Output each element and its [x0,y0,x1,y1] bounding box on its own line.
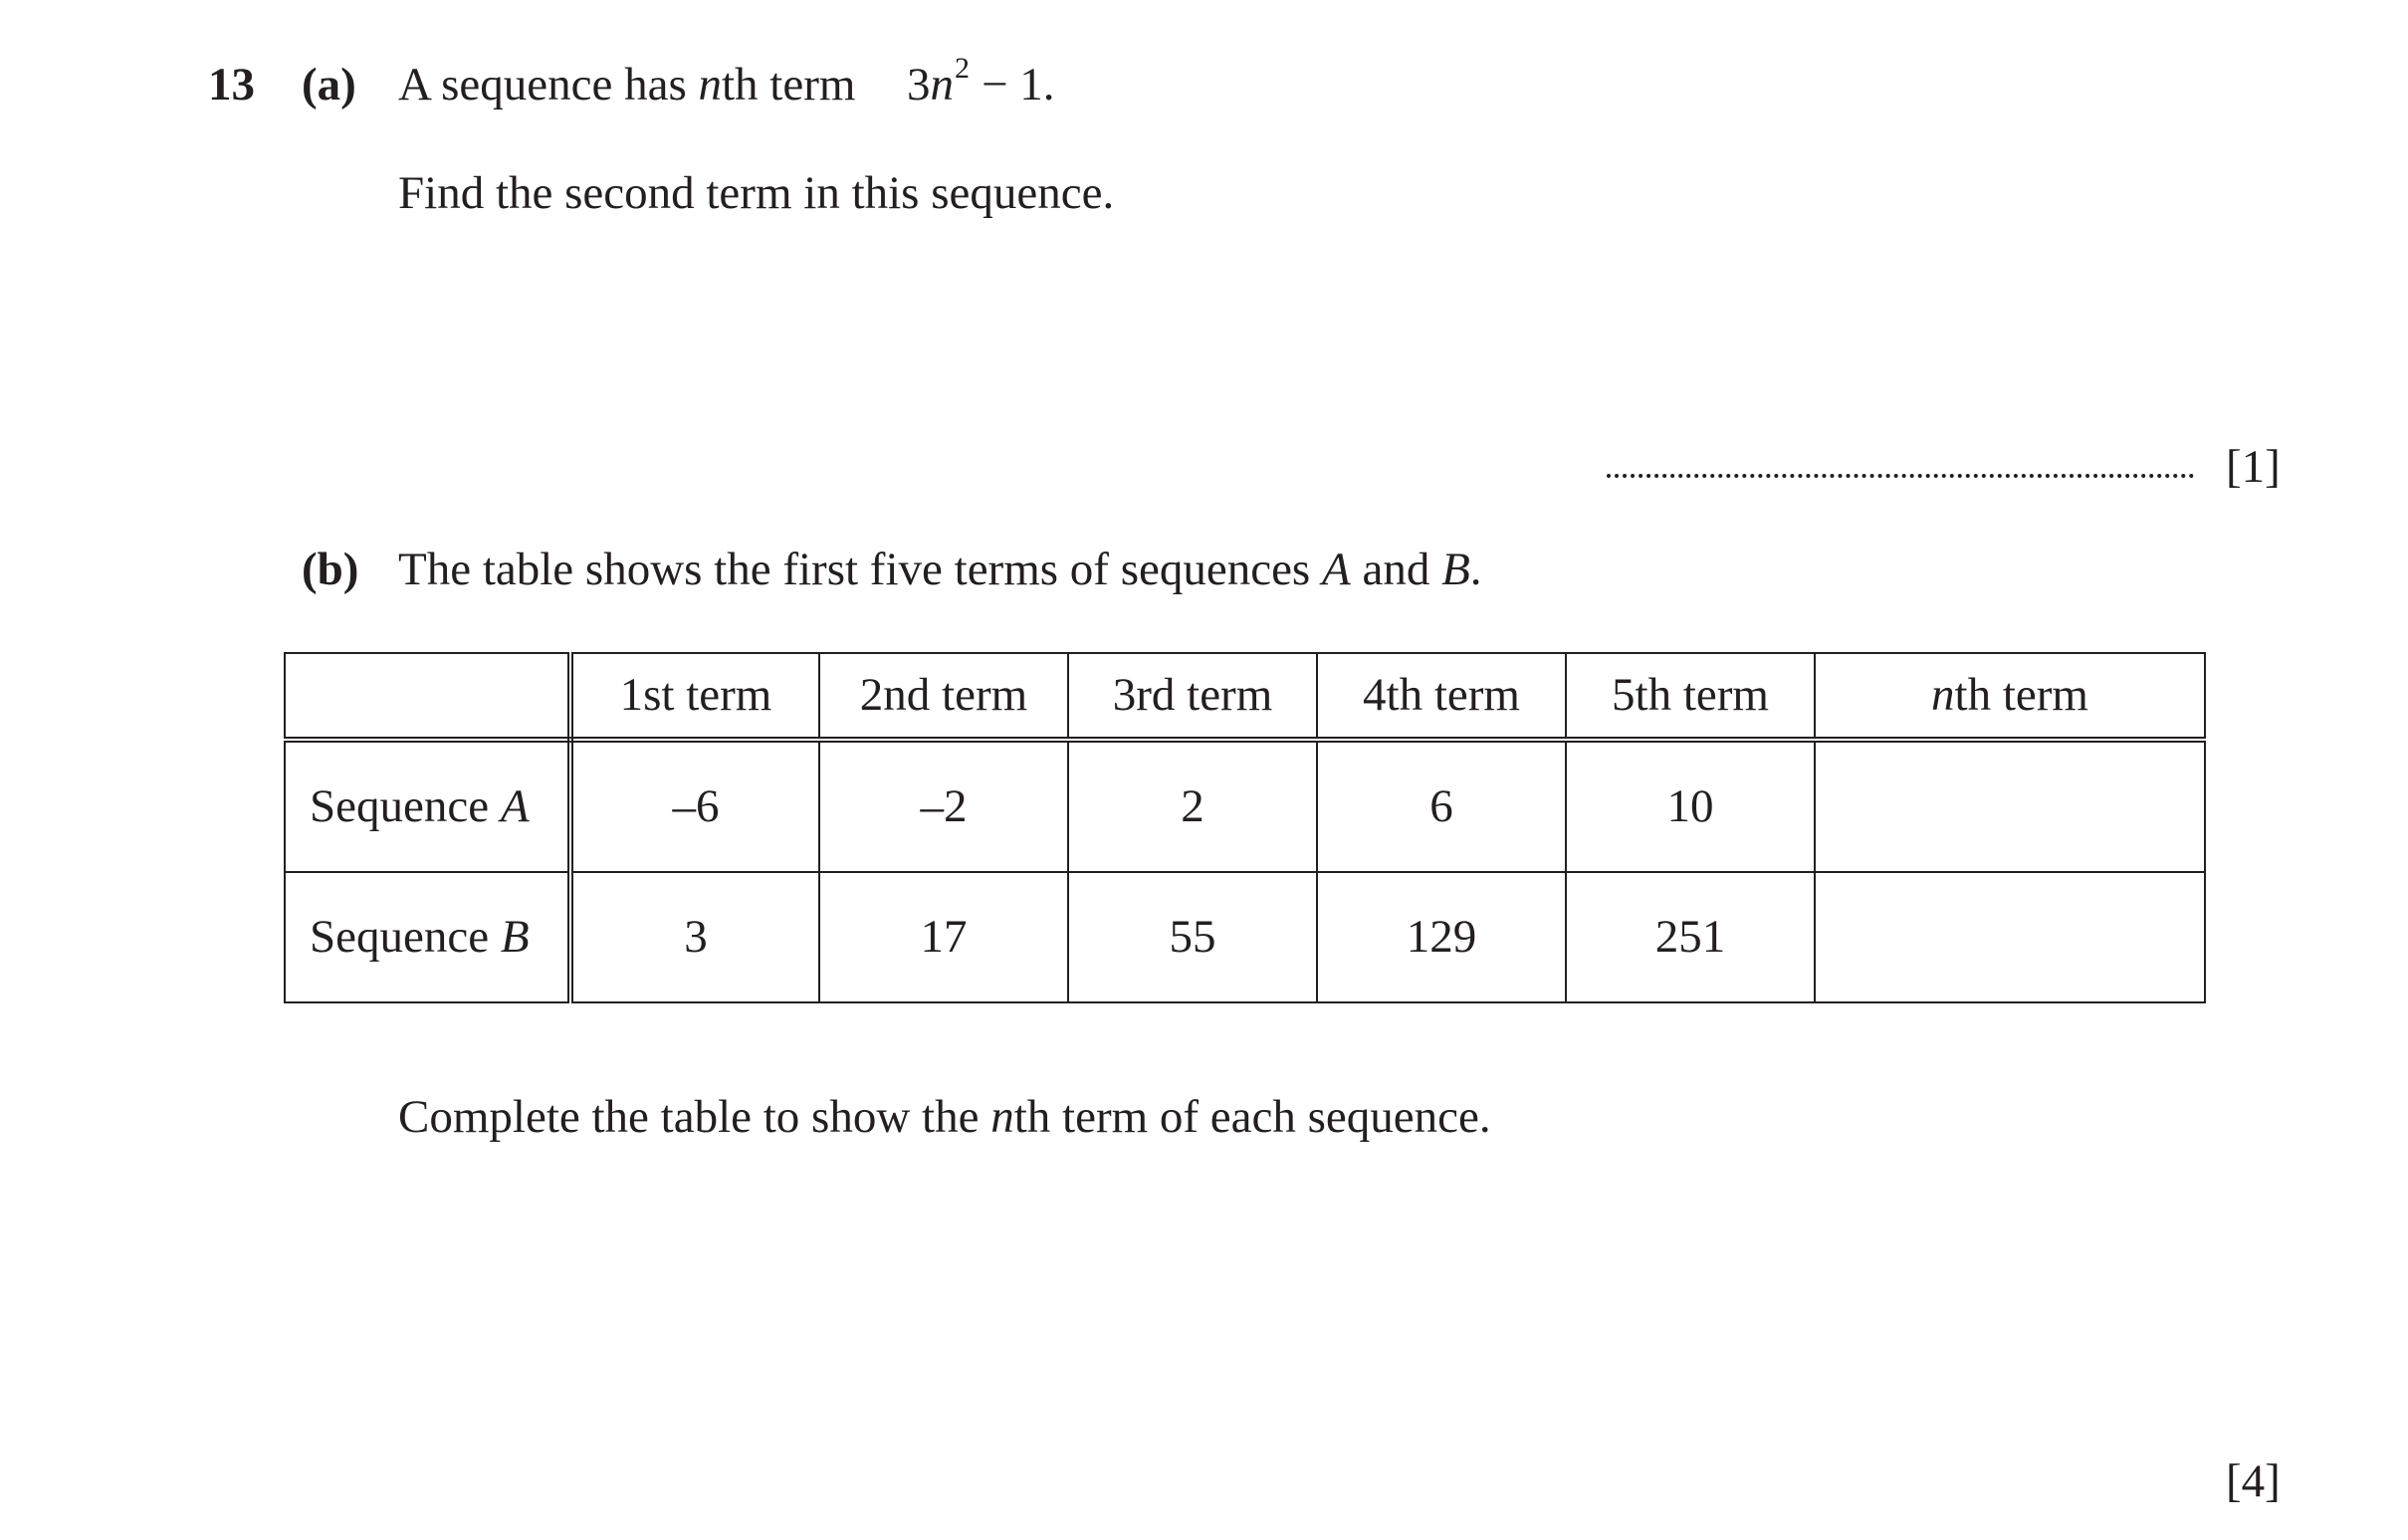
part-b-text-and: and [1350,544,1442,595]
header-3rd-term: 3rd term [1068,653,1317,740]
sequence-b-term-2: 17 [819,872,1068,1002]
expr-exponent: 2 [955,52,970,85]
row-label-pre: Sequence [310,911,501,963]
sequence-a-term-2: –2 [819,740,1068,872]
sequence-b-term-5: 251 [1566,872,1815,1002]
part-b-label: (b) [302,544,359,595]
answer-line[interactable] [1607,444,2194,478]
sequence-table [284,652,2206,1003]
part-a-text-pre: A sequence has [398,59,699,110]
header-2nd-term: 2nd term [819,653,1068,740]
sequence-b-term-4: 129 [1317,872,1566,1002]
row-label-sequence-a [285,740,570,872]
row-label-sequence-b [285,872,570,1002]
sequence-a-term-3: 2 [1068,740,1317,872]
part-b-text-pre: The table shows the first five terms of sequences [398,544,1322,595]
sequence-b-var: B [1441,544,1470,595]
sequence-b-term-3: 55 [1068,872,1317,1002]
header-nth-term [1815,653,2205,740]
nth-term-expression [907,52,1055,110]
part-a-marks: [1] [2226,441,2281,493]
part-b-statement [398,544,1482,595]
part-a-n-variable: n [698,59,722,110]
sequence-b-nth-term-answer[interactable] [1815,872,2205,1002]
header-1st-term: 1st term [570,653,819,740]
header-5th-term: 5th term [1566,653,1815,740]
expr-coefficient: 3 [907,59,931,110]
row-label-pre: Sequence [310,780,501,832]
part-a-statement [398,59,856,110]
sequence-b-term-1: 3 [570,872,819,1002]
sequence-a-term-5: 10 [1566,740,1815,872]
part-a-text-post: th term [721,59,856,110]
part-b-instruction-pre: Complete the table to show the [398,1091,991,1143]
row-label-var: A [500,780,530,832]
part-b-text-end: . [1469,544,1482,595]
sequence-a-term-4: 6 [1317,740,1566,872]
sequence-a-var: A [1321,544,1351,595]
part-b-instruction-n: n [990,1091,1014,1143]
row-label-var: B [500,911,530,963]
expr-rest: − 1. [982,59,1055,110]
header-4th-term: 4th term [1317,653,1566,740]
part-b-instruction [398,1091,1491,1143]
expr-n: n [930,59,954,110]
header-nth-rest: th term [1954,669,2088,721]
table-corner-cell [285,653,570,740]
part-a-instruction: Find the second term in this sequence. [398,167,1115,219]
part-b-marks: [4] [2226,1455,2281,1507]
table-row-sequence-b [285,872,2205,1002]
question-number: 13 [208,59,255,110]
table-row-sequence-a [285,740,2205,872]
sequence-a-term-1: –6 [570,740,819,872]
sequence-a-nth-term-answer[interactable] [1815,740,2205,872]
header-nth-n: n [1931,669,1955,721]
part-b-instruction-post: th term of each sequence. [1013,1091,1491,1143]
table-header-row [285,653,2205,740]
part-a-label: (a) [302,59,356,110]
